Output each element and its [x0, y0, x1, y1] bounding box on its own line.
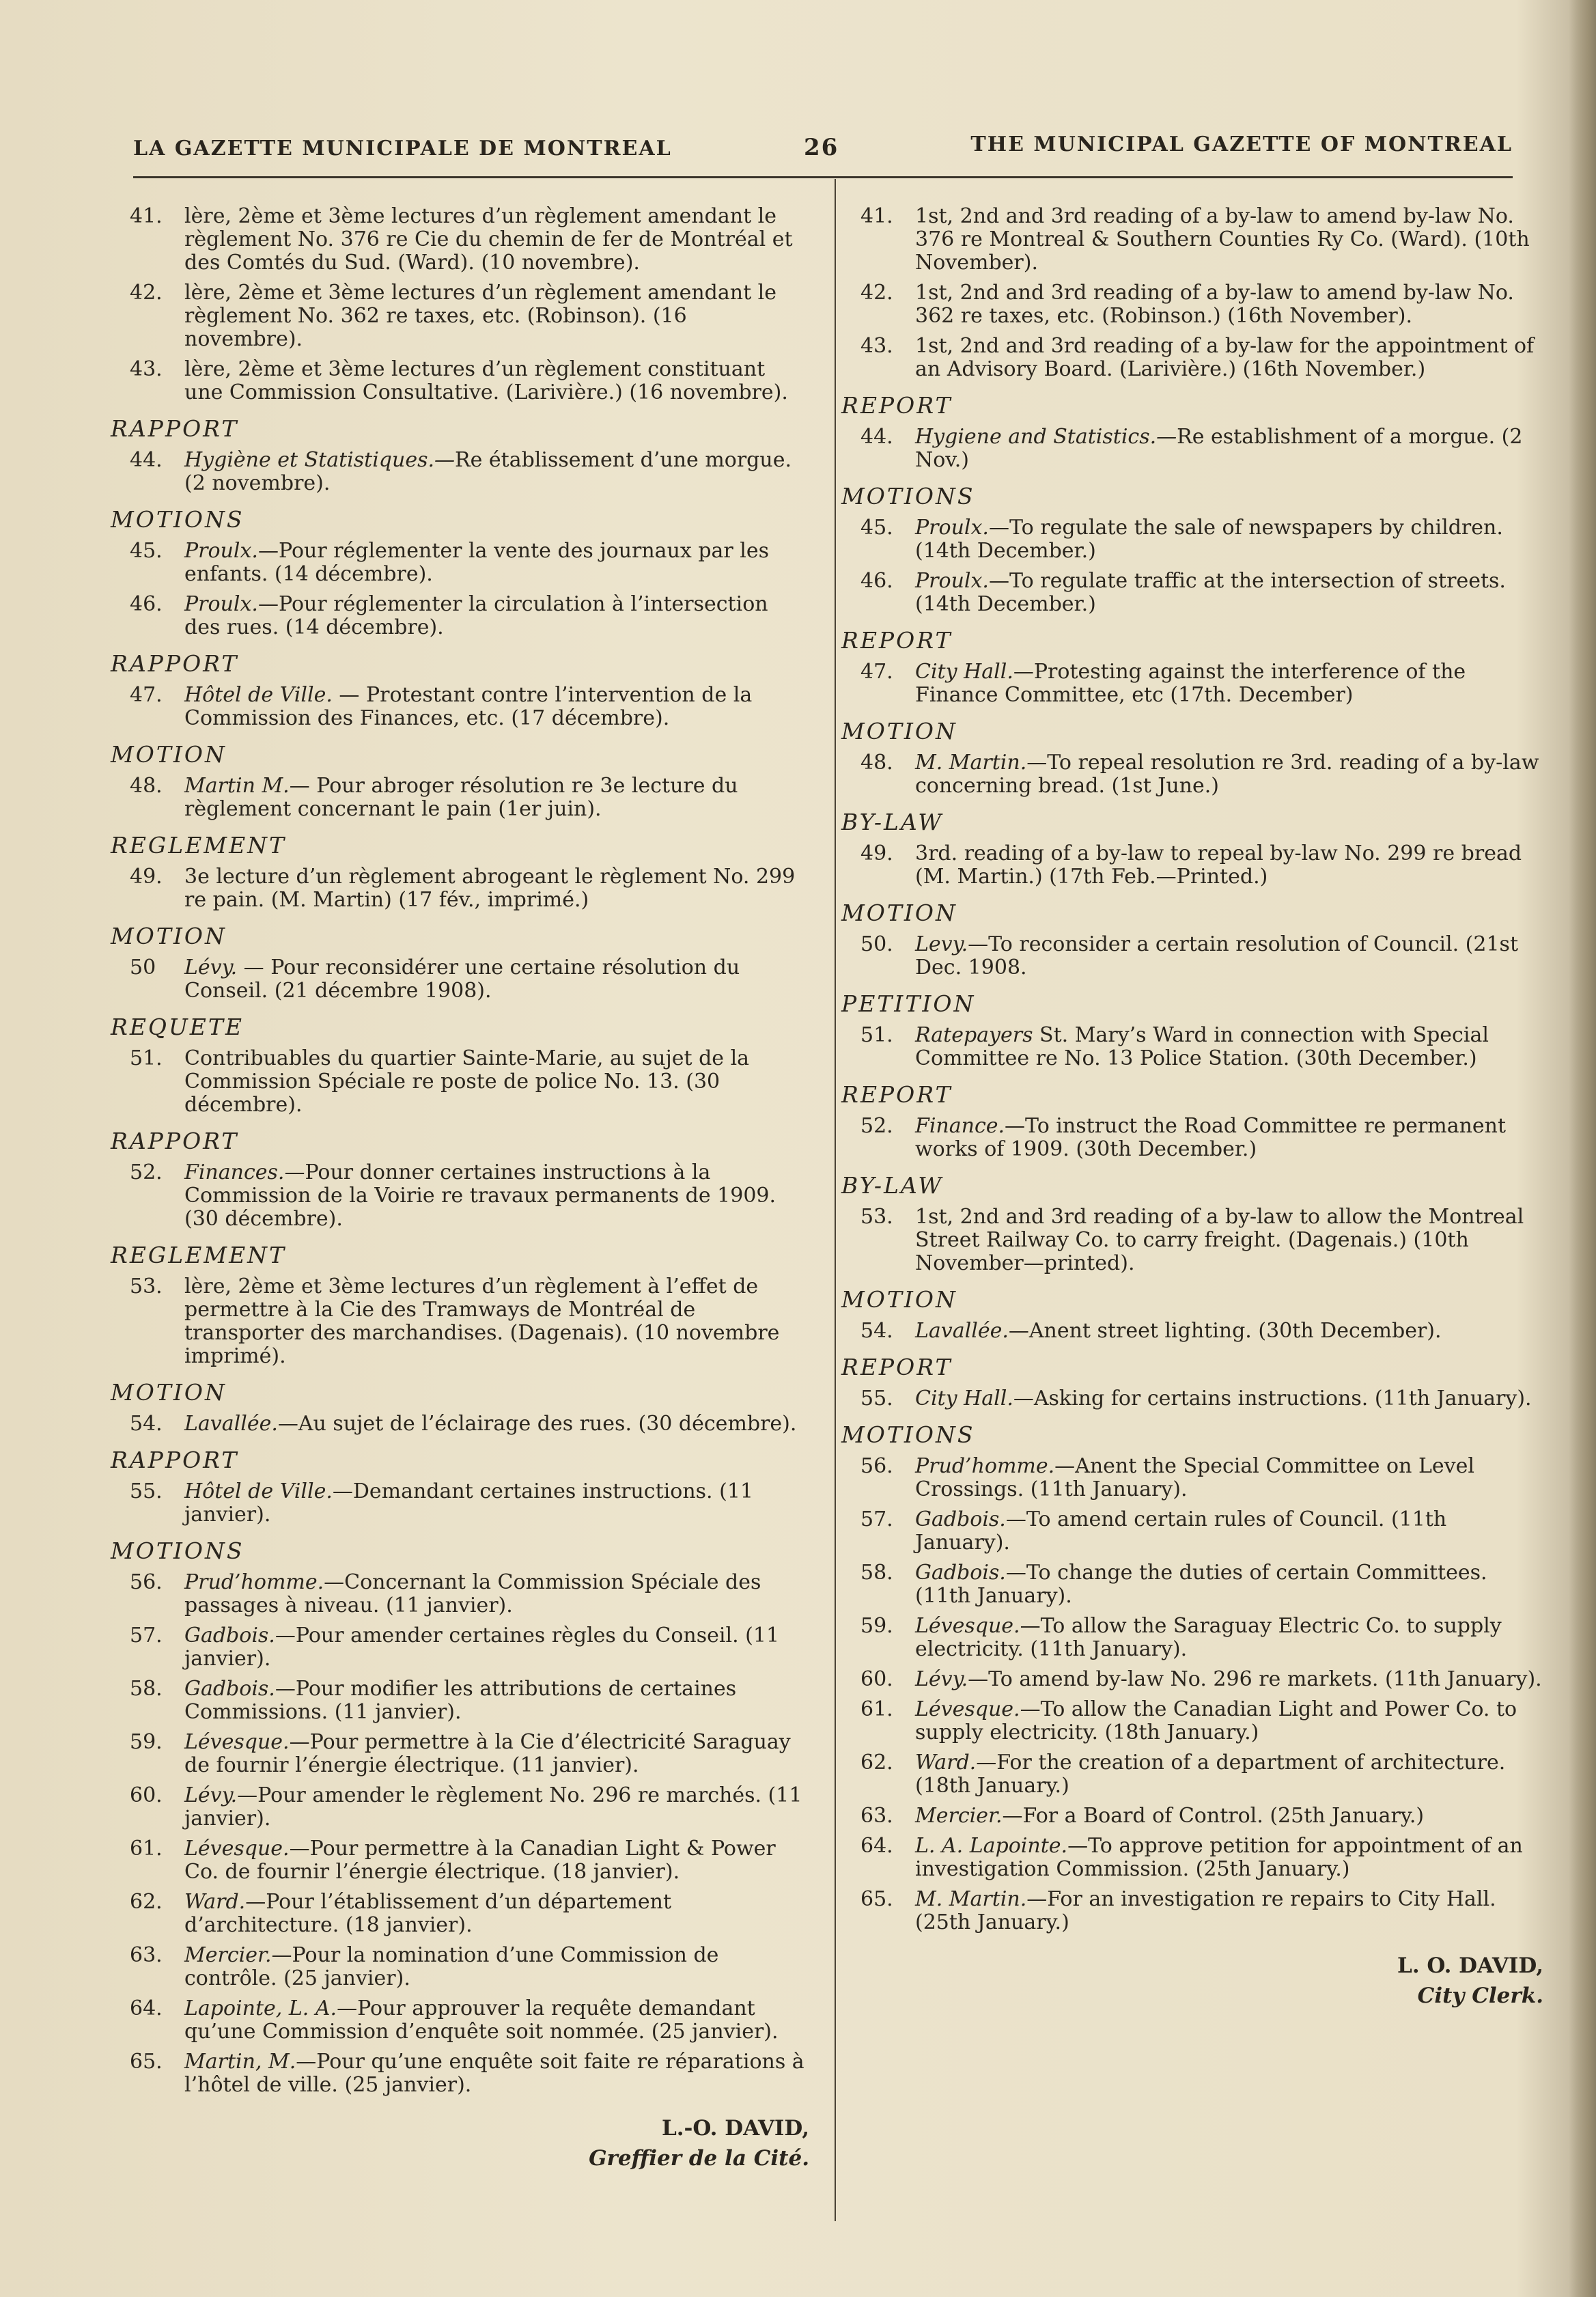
item-number: 50	[130, 956, 156, 979]
item-author: Lavallée.	[915, 1319, 1009, 1343]
item-author: Lévesque.	[915, 1614, 1020, 1638]
item-number: 51.	[860, 1023, 893, 1047]
section-heading: REGLEMENT	[111, 832, 287, 859]
item-author: Lévesque.	[184, 1837, 290, 1861]
item-number: 41.	[860, 204, 893, 228]
item-text: —Pour la nomination d’une Commission de contrôle. (25 janvier).	[184, 1943, 719, 1990]
section-heading: REPORT	[841, 1354, 953, 1380]
agenda-item	[840, 1508, 1543, 1555]
item-number: 56.	[860, 1454, 893, 1478]
agenda-item	[840, 1888, 1543, 1934]
item-author: Lévy.	[915, 1667, 968, 1691]
item-text: lère, 2ème et 3ème lectures d’un règlement amendant le règlement No. 376 re Cie du chemin de fer de Montréal et des Comtés du Sud. (Ward). (10 novembre).	[184, 204, 793, 275]
english-column	[840, 205, 1543, 2008]
agenda-item	[109, 1480, 809, 1527]
agenda-item	[840, 1615, 1543, 1661]
item-text: —Pour amender le règlement No. 296 re marchés. (11 janvier).	[184, 1783, 802, 1830]
agenda-item	[840, 1751, 1543, 1798]
section-heading: MOTION	[111, 741, 227, 768]
english-order-of-business	[840, 205, 1543, 1934]
agenda-item	[840, 1024, 1543, 1070]
item-text: 1st, 2nd and 3rd reading of a by-law to amend by-law No. 376 re Montreal & Southern Counties Ry Co. (Ward). (10th November).	[915, 204, 1530, 275]
item-author: Proulx.	[184, 592, 258, 616]
running-header	[133, 133, 1513, 171]
item-number: 45.	[860, 516, 893, 540]
item-author: Levy.	[915, 932, 968, 956]
french-order-of-business	[109, 205, 809, 2097]
section-heading: REPORT	[841, 1081, 953, 1108]
agenda-item	[109, 358, 809, 404]
item-text: St. Mary’s Ward in connection with Special Committee re No. 13 Police Station. (30th December.)	[915, 1023, 1489, 1070]
agenda-item	[840, 1698, 1543, 1744]
section-heading: REPORT	[841, 627, 953, 654]
item-number: 44.	[130, 448, 163, 472]
item-number: 61.	[130, 1837, 163, 1861]
item-author: L. A. Lapointe.	[915, 1834, 1068, 1858]
section-heading: MOTION	[111, 923, 227, 949]
item-text: —To reconsider a certain resolution of Council. (21st Dec. 1908.	[915, 932, 1519, 979]
item-text: — Pour abroger résolution re 3e lecture du règlement concernant le pain (1er juin).	[184, 774, 738, 821]
agenda-item	[840, 335, 1543, 381]
item-number: 52.	[860, 1114, 893, 1138]
item-number: 46.	[860, 569, 893, 593]
item-author: M. Martin.	[915, 1887, 1027, 1911]
item-author: Hygiene and Statistics.—	[915, 425, 1177, 449]
agenda-item	[840, 281, 1543, 328]
agenda-item	[109, 956, 809, 1003]
section-heading: MOTIONS	[111, 506, 244, 533]
item-text: —Anent the Special Committee on Level Crossings. (11th January).	[915, 1454, 1474, 1501]
item-text: —Pour donner certaines instructions à la Commission de la Voirie re travaux permanents de 1909. (30 décembre).	[184, 1160, 776, 1231]
agenda-item	[109, 540, 809, 586]
item-text: —To amend by-law No. 296 re markets. (11th January).	[968, 1667, 1542, 1691]
item-number: 55.	[860, 1387, 893, 1410]
item-text: 1st, 2nd and 3rd reading of a by-law to amend by-law No. 362 re taxes, etc. (Robinson.) (16th November).	[915, 281, 1514, 328]
agenda-item	[109, 1161, 809, 1231]
section-heading: BY-LAW	[841, 1172, 944, 1199]
section-heading: REPORT	[841, 392, 953, 419]
section-heading: MOTIONS	[841, 1421, 975, 1448]
item-text: —For a Board of Control. (25th January.)	[1002, 1804, 1425, 1828]
agenda-item	[109, 1275, 809, 1368]
item-number: 54.	[130, 1412, 163, 1436]
item-number: 52.	[130, 1160, 163, 1184]
item-text: —To regulate traffic at the intersection of streets. (14th December.)	[915, 569, 1506, 616]
section-heading: RAPPORT	[111, 1447, 239, 1473]
agenda-item	[840, 1206, 1543, 1275]
agenda-item	[109, 205, 809, 275]
agenda-item	[840, 660, 1543, 707]
item-number: 58.	[130, 1677, 163, 1701]
item-author: Lapointe, L. A.	[184, 1996, 337, 2020]
item-number: 48.	[860, 751, 893, 775]
item-text: —To repeal resolution re 3rd. reading of a by-law concerning bread. (1st June.)	[915, 751, 1539, 798]
page-number: 26	[804, 134, 839, 161]
agenda-item	[840, 1561, 1543, 1608]
item-text: 3e lecture d’un règlement abrogeant le règlement No. 299 re pain. (M. Martin) (17 fév., imprimé.)	[184, 865, 796, 912]
agenda-item	[109, 2050, 809, 2097]
agenda-item	[109, 449, 809, 495]
agenda-item	[840, 751, 1543, 798]
item-author: Proulx.	[184, 539, 258, 563]
item-text: —Pour permettre à la Cie d’électricité Saraguay de fournir l’énergie électrique. (11 janvier).	[184, 1730, 791, 1777]
item-author: Gadbois.	[184, 1677, 275, 1701]
item-number: 47.	[860, 660, 893, 684]
agenda-item	[840, 1455, 1543, 1501]
item-number: 47.	[130, 683, 163, 707]
item-text: —Protesting against the interference of the Finance Committee, etc (17th. December)	[915, 660, 1466, 707]
english-signature-title: City Clerk.	[1417, 1983, 1543, 2008]
item-text: —Anent street lighting. (30th December).	[1008, 1319, 1442, 1343]
section-heading: RAPPORT	[111, 650, 239, 677]
header-rule	[133, 176, 1513, 178]
page-edge-shadow	[1569, 0, 1596, 2297]
agenda-item	[109, 1784, 809, 1830]
agenda-item	[109, 1571, 809, 1617]
agenda-item	[109, 1412, 809, 1436]
item-number: 56.	[130, 1570, 163, 1594]
item-text: Contribuables du quartier Sainte-Marie, au sujet de la Commission Spéciale re poste de police No. 13. (30 décembre).	[184, 1046, 750, 1117]
item-text: —Demandant certaines instructions. (11 janvier).	[184, 1479, 753, 1527]
item-number: 49.	[860, 841, 893, 865]
item-author: M. Martin.	[915, 751, 1027, 775]
item-author: Gadbois.	[915, 1561, 1006, 1585]
item-text: —Pour modifier les attributions de certaines Commissions. (11 janvier).	[184, 1677, 737, 1724]
agenda-item	[840, 516, 1543, 563]
item-text: 1st, 2nd and 3rd reading of a by-law for the appointment of an Advisory Board. (Larivière.) (16th November.)	[915, 334, 1535, 381]
agenda-item	[840, 205, 1543, 275]
item-text: —To approve petition for appointment of an investigation Commission. (25th January.)	[915, 1834, 1523, 1881]
item-number: 57.	[130, 1624, 163, 1647]
item-number: 59.	[860, 1614, 893, 1638]
item-number: 58.	[860, 1561, 893, 1585]
item-text: — Protestant contre l’intervention de la Commission des Finances, etc. (17 décembre).	[184, 683, 753, 730]
item-number: 65.	[860, 1887, 893, 1911]
item-number: 55.	[130, 1479, 163, 1503]
item-author: Proulx.	[915, 516, 989, 540]
item-number: 41.	[130, 204, 163, 228]
item-author: Lavallée.	[184, 1412, 278, 1436]
agenda-item	[840, 842, 1543, 889]
item-text: —For the creation of a department of architecture. (18th January.)	[915, 1751, 1506, 1798]
item-author: Martin, M.	[184, 2050, 296, 2074]
item-text: lère, 2ème et 3ème lectures d’un règlement amendant le règlement No. 362 re taxes, etc. (Robinson). (16 novembre).	[184, 281, 777, 351]
item-number: 46.	[130, 592, 163, 616]
item-text: —Pour l’établissement d’un département d’architecture. (18 janvier).	[184, 1890, 672, 1937]
item-text: 3rd. reading of a by-law to repeal by-law No. 299 re bread (M. Martin.) (17th Feb.—Printed.)	[915, 841, 1522, 889]
item-number: 43.	[860, 334, 893, 358]
item-author: Lévy.	[184, 956, 238, 979]
item-text: —Pour amender certaines règles du Conseil. (11 janvier).	[184, 1624, 780, 1671]
agenda-item	[109, 1837, 809, 1884]
item-author: Mercier.	[915, 1804, 1003, 1828]
agenda-item	[109, 684, 809, 730]
item-text: —For an investigation re repairs to City Hall. (25th January.)	[915, 1887, 1496, 1934]
item-number: 43.	[130, 357, 163, 381]
section-heading: MOTION	[841, 1286, 957, 1313]
agenda-item	[109, 593, 809, 639]
item-number: 54.	[860, 1319, 893, 1343]
agenda-item	[109, 1891, 809, 1937]
agenda-item	[109, 1731, 809, 1777]
item-number: 49.	[130, 865, 163, 889]
item-author: Prud’homme.	[184, 1570, 324, 1594]
item-author: Ward.	[915, 1751, 977, 1774]
item-number: 57.	[860, 1507, 893, 1531]
section-heading: BY-LAW	[841, 809, 944, 835]
item-author: Proulx.	[915, 569, 989, 593]
agenda-item	[840, 1805, 1543, 1828]
item-text: —To amend certain rules of Council. (11th January).	[915, 1507, 1447, 1555]
header-right-title: THE MUNICIPAL GAZETTE OF MONTREAL	[970, 133, 1513, 156]
item-author: Finance.	[915, 1114, 1005, 1138]
agenda-item	[840, 570, 1543, 616]
item-number: 51.	[130, 1046, 163, 1070]
item-number: 63.	[130, 1943, 163, 1967]
agenda-item	[840, 426, 1543, 472]
item-author: City Hall.	[915, 660, 1013, 684]
agenda-item	[840, 1320, 1543, 1343]
item-number: 60.	[860, 1667, 893, 1691]
item-text: lère, 2ème et 3ème lectures d’un règlement constituant une Commission Consultative. (Larivière.) (16 novembre).	[184, 357, 788, 404]
agenda-item	[109, 865, 809, 912]
section-heading: MOTION	[841, 900, 957, 926]
section-heading: REGLEMENT	[111, 1242, 287, 1268]
agenda-item	[109, 1944, 809, 1990]
column-divider	[835, 179, 836, 2221]
item-author: Martin M.	[184, 774, 290, 798]
item-text: —Concernant la Commission Spéciale des passages à niveau. (11 janvier).	[184, 1570, 761, 1617]
item-text: — Pour reconsidérer une certaine résolution du Conseil. (21 décembre 1908).	[184, 956, 740, 1003]
section-heading: MOTIONS	[111, 1537, 244, 1564]
item-author: Ward.	[184, 1890, 246, 1914]
french-signature-name: L.-O. DAVID,	[661, 2116, 809, 2141]
item-number: 42.	[860, 281, 893, 305]
item-text: —Pour réglementer la circulation à l’intersection des rues. (14 décembre).	[184, 592, 768, 639]
item-text: —To allow the Saraguay Electric Co. to supply electricity. (11th January).	[915, 1614, 1502, 1661]
agenda-item	[840, 1668, 1543, 1691]
item-number: 61.	[860, 1697, 893, 1721]
french-column	[109, 205, 809, 2171]
item-text: —Asking for certains instructions. (11th January).	[1013, 1387, 1532, 1410]
agenda-item	[109, 1624, 809, 1671]
item-number: 53.	[130, 1275, 163, 1298]
item-number: 53.	[860, 1205, 893, 1229]
item-author: Lévesque.	[184, 1730, 290, 1754]
agenda-item	[109, 281, 809, 351]
item-author: Finances.	[184, 1160, 285, 1184]
item-text: —To change the duties of certain Committees. (11th January).	[915, 1561, 1487, 1608]
item-text: —Pour qu’une enquête soit faite re réparations à l’hôtel de ville. (25 janvier).	[184, 2050, 804, 2097]
item-number: 60.	[130, 1783, 163, 1807]
section-heading: MOTION	[841, 718, 957, 744]
item-author: Hôtel de Ville.	[184, 1479, 333, 1503]
item-author: Lévesque.	[915, 1697, 1020, 1721]
item-author: City Hall.	[915, 1387, 1013, 1410]
item-author: Lévy.	[184, 1783, 238, 1807]
agenda-item	[109, 1677, 809, 1724]
agenda-item	[840, 933, 1543, 979]
section-heading: PETITION	[841, 990, 976, 1017]
agenda-item	[109, 775, 809, 821]
item-number: 62.	[130, 1890, 163, 1914]
item-author: Hygiène et Statistiques.—	[184, 448, 456, 472]
item-author: Prud’homme.	[915, 1454, 1055, 1478]
agenda-item	[840, 1387, 1543, 1410]
item-number: 44.	[860, 425, 893, 449]
section-heading: RAPPORT	[111, 1128, 239, 1154]
item-author: Gadbois.	[915, 1507, 1006, 1531]
item-author: Ratepayers	[915, 1023, 1033, 1047]
item-number: 42.	[130, 281, 163, 305]
header-left-title: LA GAZETTE MUNICIPALE DE MONTREAL	[133, 137, 672, 161]
item-number: 50.	[860, 932, 893, 956]
item-text: Re establishment of a morgue. (2 Nov.)	[915, 425, 1523, 472]
french-signature-title: Greffier de la Cité.	[589, 2146, 809, 2171]
agenda-item	[109, 1997, 809, 2044]
item-number: 65.	[130, 2050, 163, 2074]
section-heading: REQUETE	[111, 1014, 244, 1040]
english-signature-name: L. O. DAVID,	[1397, 1953, 1543, 1978]
agenda-item	[109, 1047, 809, 1117]
item-number: 63.	[860, 1804, 893, 1828]
section-heading: MOTIONS	[841, 483, 975, 510]
item-text: —Pour réglementer la vente des journaux par les enfants. (14 décembre).	[184, 539, 770, 586]
item-text: —Au sujet de l’éclairage des rues. (30 décembre).	[277, 1412, 797, 1436]
item-number: 62.	[860, 1751, 893, 1774]
item-number: 64.	[860, 1834, 893, 1858]
item-number: 64.	[130, 1996, 163, 2020]
item-number: 45.	[130, 539, 163, 563]
agenda-item	[840, 1115, 1543, 1161]
item-text: —Pour permettre à la Canadian Light & Power Co. de fournir l’énergie électrique. (18 janvier).	[184, 1837, 776, 1884]
item-author: Hôtel de Ville.	[184, 683, 333, 707]
section-heading: MOTION	[111, 1379, 227, 1406]
item-author: Gadbois.	[184, 1624, 275, 1647]
item-text: lère, 2ème et 3ème lectures d’un règlement à l’effet de permettre à la Cie des Tramways de Montréal de transporter des marchandises. (Dagenais). (10 novembre imprimé).	[184, 1275, 780, 1368]
item-text: Re établissement d’une morgue. (2 novembre).	[184, 448, 792, 495]
item-text: —To regulate the sale of newspapers by children. (14th December.)	[915, 516, 1503, 563]
item-number: 48.	[130, 774, 163, 798]
agenda-item	[840, 1835, 1543, 1881]
item-text: —To allow the Canadian Light and Power Co. to supply electricity. (18th January.)	[915, 1697, 1517, 1744]
item-text: —Pour approuver la requête demandant qu’une Commission d’enquête soit nommée. (25 janvier).	[184, 1996, 779, 2044]
item-text: —To instruct the Road Committee re permanent works of 1909. (30th December.)	[915, 1114, 1507, 1161]
section-heading: RAPPORT	[111, 415, 239, 442]
item-number: 59.	[130, 1730, 163, 1754]
item-text: 1st, 2nd and 3rd reading of a by-law to allow the Montreal Street Railway Co. to carry freight. (Dagenais.) (10th November—printed).	[915, 1205, 1524, 1275]
item-author: Mercier.	[184, 1943, 272, 1967]
